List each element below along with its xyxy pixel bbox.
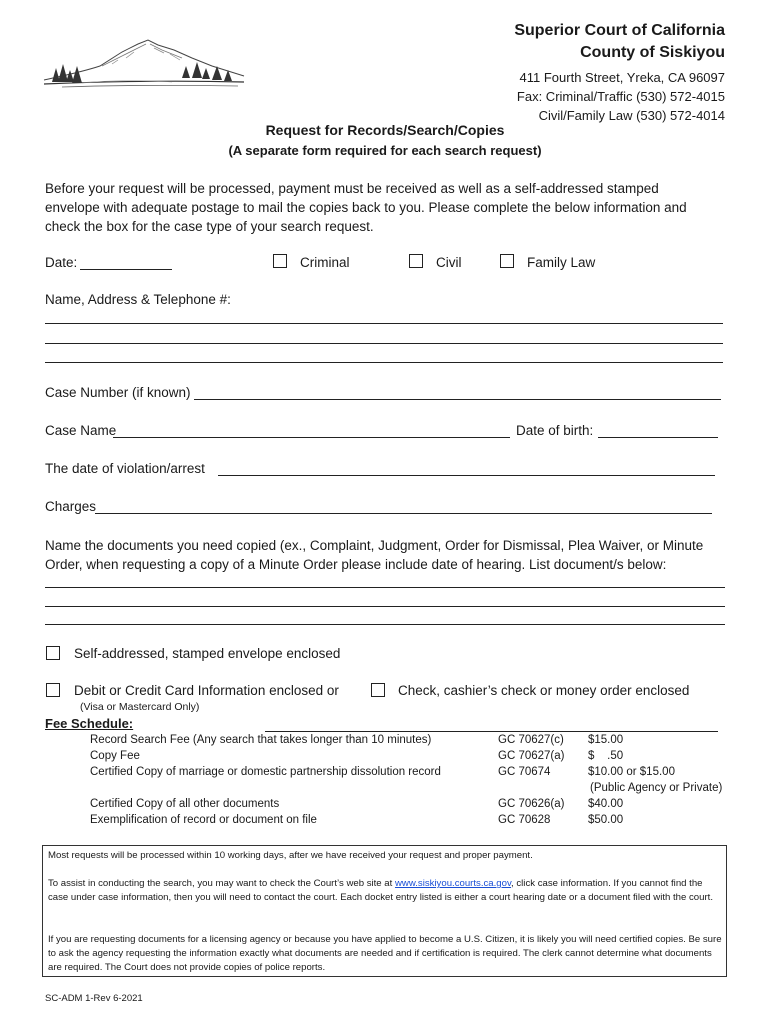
notice-website-text-cont: , click case information. If you cannot find the case under case information, then you will need to contact the court. Each docket entry listed is either a court hearing date or a document filed with the court. xyxy=(48,878,714,903)
fee-amount: $10.00 or $15.00 xyxy=(588,766,675,778)
intro-line: envelope with adequate postage to mail the copies back to you. Please complete the below information and xyxy=(45,200,687,215)
fee-schedule-heading: Fee Schedule: xyxy=(45,716,134,731)
documents-line-2[interactable] xyxy=(45,606,725,607)
name-address-line-3[interactable] xyxy=(45,362,723,363)
intro-paragraph xyxy=(45,179,725,236)
form-title: Request for Records/Search/Copies xyxy=(265,122,505,138)
check-label: Check, cashier’s check or money order enclosed xyxy=(398,683,690,698)
documents-line-3[interactable] xyxy=(45,624,725,625)
card-checkbox[interactable] xyxy=(46,683,60,697)
fee-code: GC 70627(c) xyxy=(498,734,564,746)
check-checkbox[interactable] xyxy=(371,683,385,697)
court-website-link[interactable]: www.siskiyou.courts.ca.gov xyxy=(394,878,512,889)
notice-website xyxy=(48,877,722,905)
case-name-field[interactable] xyxy=(113,437,510,438)
card-note: (Visa or Mastercard Only) xyxy=(80,701,200,713)
notice-box xyxy=(42,845,727,977)
fee-schedule-rule xyxy=(265,731,718,732)
court-header xyxy=(514,20,725,125)
fee-amount: $15.00 xyxy=(588,734,624,746)
family-law-checkbox[interactable] xyxy=(500,254,514,268)
documents-instruction-line2: Order, when requesting a copy of a Minute Order please include date of hearing. List document/s below: xyxy=(45,557,667,572)
charges-label: Charges xyxy=(45,499,97,514)
fee-amount: $ .50 xyxy=(588,750,624,762)
fee-desc: Exemplification of record or document on file xyxy=(90,814,317,826)
date-of-birth-label: Date of birth: xyxy=(516,423,594,438)
card-label: Debit or Credit Card Information enclosed or xyxy=(74,683,339,698)
violation-date-field[interactable] xyxy=(218,475,715,476)
notice-certified-copies: If you are requesting documents for a licensing agency or because you have applied to become a U.S. Citizen, it is likely you will need certified copies. Be sure to ask the agency requesting the information exactly what documents are needed and if certification is required. The clerk cannot determine what documents are required. The Court does not provide copies of police reports. xyxy=(48,934,722,973)
court-name-line1: Superior Court of California xyxy=(514,22,725,39)
documents-line-1[interactable] xyxy=(45,587,725,588)
criminal-checkbox[interactable] xyxy=(273,254,287,268)
date-label: Date: xyxy=(45,255,78,270)
documents-instruction-line1: Name the documents you need copied (ex., Complaint, Judgment, Order for Dismissal, Plea Waiver, or Minute xyxy=(45,538,704,553)
violation-date-label: The date of violation/arrest xyxy=(45,461,205,476)
fee-code: GC 70628 xyxy=(498,814,551,826)
civil-checkbox[interactable] xyxy=(409,254,423,268)
criminal-label: Criminal xyxy=(300,255,350,270)
civil-label: Civil xyxy=(436,255,462,270)
form-id: SC-ADM 1-Rev 6-2021 xyxy=(45,993,143,1004)
date-field[interactable] xyxy=(80,269,172,270)
fee-desc: Certified Copy of all other documents xyxy=(90,798,280,810)
fee-desc: Copy Fee xyxy=(90,750,140,762)
fax-criminal-traffic: Fax: Criminal/Traffic (530) 572-4015 xyxy=(516,89,725,104)
fee-code: GC 70626(a) xyxy=(498,798,565,810)
name-address-phone-label: Name, Address & Telephone #: xyxy=(45,292,231,307)
envelope-label: Self-addressed, stamped envelope enclosed xyxy=(74,646,341,661)
notice-website-text: To assist in conducting the search, you may want to check the Court’s web site at xyxy=(48,878,395,889)
case-number-field[interactable] xyxy=(194,399,721,400)
intro-line: Before your request will be processed, payment must be received as well as a self-addressed stamped xyxy=(45,181,659,196)
date-of-birth-field[interactable] xyxy=(598,437,718,438)
envelope-checkbox[interactable] xyxy=(46,646,60,660)
name-address-line-1[interactable] xyxy=(45,323,723,324)
family-law-label: Family Law xyxy=(527,255,596,270)
form-subtitle: (A separate form required for each search request) xyxy=(228,143,542,158)
court-name-line2: County of Siskiyou xyxy=(580,44,725,61)
fee-amount: $50.00 xyxy=(588,814,624,826)
fee-code: GC 70627(a) xyxy=(498,750,565,762)
fee-desc: Record Search Fee (Any search that takes longer than 10 minutes) xyxy=(90,734,432,746)
court-address: 411 Fourth Street, Yreka, CA 96097 xyxy=(519,70,725,85)
fee-amount-note: (Public Agency or Private) xyxy=(590,782,723,794)
notice-processing-time: Most requests will be processed within 10 working days, after we have received your request and proper payment. xyxy=(48,850,533,861)
case-number-label: Case Number (if known) xyxy=(45,385,191,400)
fee-code: GC 70674 xyxy=(498,766,551,778)
intro-line: check the box for the case type of your search request. xyxy=(45,219,374,234)
charges-field[interactable] xyxy=(95,513,712,514)
case-name-label: Case Name xyxy=(45,423,117,438)
fax-civil-family: Civil/Family Law (530) 572-4014 xyxy=(538,108,725,123)
mountain-landscape-logo xyxy=(42,36,246,90)
name-address-line-2[interactable] xyxy=(45,343,723,344)
fee-desc: Certified Copy of marriage or domestic partnership dissolution record xyxy=(90,766,441,778)
fee-amount: $40.00 xyxy=(588,798,624,810)
